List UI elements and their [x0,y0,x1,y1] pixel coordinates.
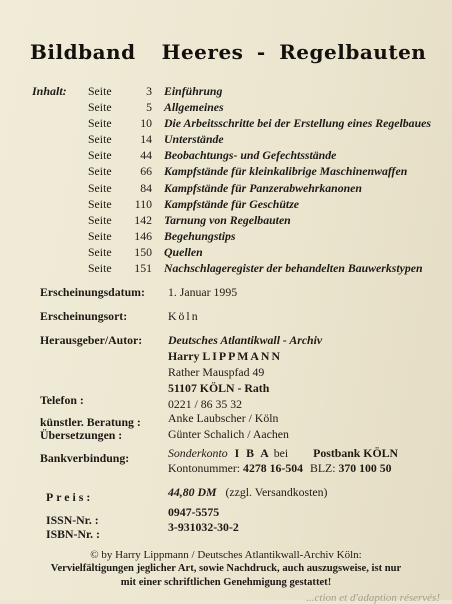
toc-page-number: 5 [146,100,152,115]
place-label: Erscheinungsort: [40,309,128,323]
toc-item-title: Kampfstände für kleinkalibrige Maschinenwaffen [164,164,408,179]
table-of-contents [88,84,448,277]
toc-page-number: 44 [140,148,152,163]
publisher-archive: Deutsches Atlantikwall - Archiv [168,333,323,347]
toc-page-number: 151 [134,261,152,276]
toc-item [88,181,448,197]
toc-item [88,148,448,164]
toc-page-word: Seite [88,261,112,276]
date-value: 1. Januar 1995 [168,285,238,299]
toc-page-word: Seite [88,116,112,131]
rights-line-1: Vervielfältigungen jeglicher Art, sowie Nachdruck, auch auszugsweise, ist nur [50,563,402,574]
toc-page-number: 14 [140,132,152,147]
toc-page-word: Seite [88,84,112,98]
toc-item [88,213,448,229]
isbn-value: 3-931032-30-2 [168,520,239,534]
price-label: Preis: [46,490,94,504]
toc-page-number: 66 [140,164,152,179]
toc-item-title: Tarnung von Regelbauten [164,212,291,227]
toc-page-number: 10 [140,116,152,131]
toc-page-word: Seite [88,132,112,147]
toc-item [88,84,448,100]
art-label: künstler. Beratung : [40,415,141,429]
toc-page-word: Seite [88,244,112,259]
publisher-label: Herausgeber/Autor: [40,333,143,347]
toc-item [88,132,448,148]
bank-account-line: Sonderkonto I B A bei Postbank KÖLN [168,446,399,460]
toc-page-word: Seite [88,196,112,211]
place-value: Köln [168,309,200,323]
toc-page-number: 110 [134,196,152,211]
toc-item [88,229,448,245]
translation-value: Günter Schalich / Aachen [168,427,289,441]
title-word-heeres: Heeres - Regelbauten [161,40,427,64]
toc-item [88,197,448,213]
publisher-street: Rather Mauspfad 49 [168,365,265,379]
toc-item-title: Kampfstände für Geschütze [164,196,300,211]
toc-page-number: 146 [134,228,152,243]
book-title [30,40,450,64]
toc-item-title: Begehungstips [164,228,236,243]
art-value: Anke Laubscher / Köln [168,411,279,425]
toc-page-number: 142 [134,212,152,227]
toc-page-number: 3 [146,84,152,98]
toc-item [88,164,448,180]
toc-page-word: Seite [88,212,112,227]
title-word-bildband: Bildband [30,40,136,64]
toc-item-title: Nachschlageregister der behandelten Bauwerkstypen [164,261,423,276]
bank-label: Bankverbindung: [40,451,130,465]
toc-item-title: Beobachtungs- und Gefechtsstände [164,148,337,163]
publisher-name: Harry LIPPMANN [168,349,282,363]
date-label: Erscheinungsdatum: [40,285,145,299]
publisher-city: 51107 KÖLN - Rath [168,381,270,395]
toc-page-word: Seite [88,148,112,163]
rights-line-3: ...ction et d'adaption réservés! [306,592,440,604]
toc-item [88,100,448,116]
toc-item-title: Kampfstände für Panzerabwehrkanonen [164,180,362,195]
isbn-label: ISBN-Nr. : [46,527,100,541]
toc-item-title: Allgemeines [164,100,224,115]
toc-item-title: Einführung [164,84,223,98]
toc-page-word: Seite [88,164,112,179]
toc-label: Inhalt: [32,84,67,98]
phone-label: Telefon : [40,393,84,407]
toc-item [88,116,448,132]
toc-item [88,261,448,277]
phone-value: 0221 / 86 35 32 [168,397,243,411]
toc-item [88,245,448,261]
translation-label: Übersetzungen : [40,428,123,442]
toc-item-title: Quellen [164,244,203,259]
issn-label: ISSN-Nr. : [46,513,99,527]
toc-item-title: Unterstände [164,132,224,147]
toc-page-word: Seite [88,100,112,115]
toc-page-word: Seite [88,228,112,243]
price-line: 44,80 DM (zzgl. Versandkosten) [168,485,328,499]
toc-page-word: Seite [88,180,112,195]
toc-page-number: 150 [134,244,152,259]
copyright-line: © by Harry Lippmann / Deutsches Atlantikwall-Archiv Köln: [90,549,362,561]
toc-item-title: Die Arbeitsschritte bei der Erstellung eines Regelbaues [164,116,431,131]
toc-page-number: 84 [140,180,152,195]
rights-line-2: mit einer schriftlichen Genehmigung gestattet! [120,577,332,588]
bank-number-line: Kontonummer: 4278 16-504 BLZ: 370 100 50 [168,461,392,475]
issn-value: 0947-5575 [168,505,220,519]
